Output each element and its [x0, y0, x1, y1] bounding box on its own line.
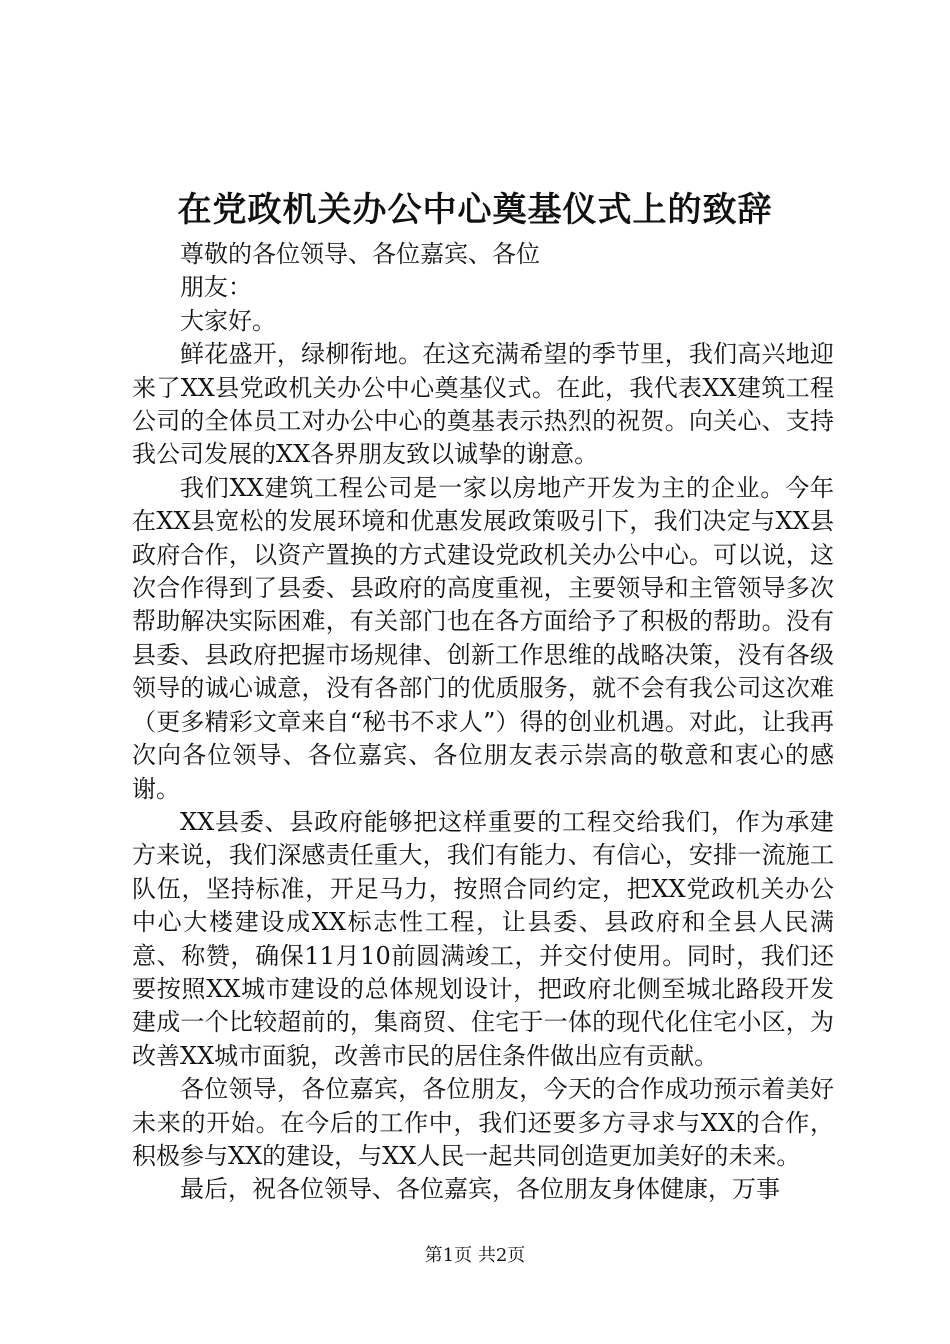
- paragraph-4: 各位领导，各位嘉宾，各位朋友，今天的合作成功预示着美好未来的开始。在今后的工作中，我们还要多方寻求与XX的合作，积极参与XX的建设，与XX人民一起共同创造更加美好的未来。: [132, 1075, 834, 1170]
- paragraph-1: 鲜花盛开，绿柳衔地。在这充满希望的季节里，我们高兴地迎来了XX县党政机关办公中心奠基仪式。在此，我代表XX建筑工程公司的全体员工对办公中心的奠基表示热烈的祝贺。向关心、支持我公司发展的XX各界朋友致以诚挚的谢意。: [132, 340, 834, 469]
- paragraph-5: 最后，祝各位领导、各位嘉宾，各位朋友身体健康，万事: [180, 1175, 780, 1204]
- document-title: 在党政机关办公中心奠基仪式上的致辞: [177, 190, 773, 230]
- greeting: 大家好。: [180, 306, 276, 335]
- document-body: [132, 238, 834, 1207]
- paragraph-3: XX县委、县政府能够把这样重要的工程交给我们，作为承建方来说，我们深感责任重大，我们有能力、有信心，安排一流施工队伍，坚持标准，开足马力，按照合同约定，把XX党政机关办公中心大楼建设成XX标志性工程，让县委、县政府和全县人民满意、称赞，确保11月10前圆满竣工，并交付使用。同时，我们还要按照XX城市建设的总体规划设计，把政府北侧至城北路段开发建成一个比较超前的，集商贸、住宅于一体的现代化住宅小区，为改善XX城市面貌，改善市民的居住条件做出应有贡献。: [132, 807, 834, 1070]
- salutation-line-1: 尊敬的各位领导、各位嘉宾、各位: [180, 240, 540, 268]
- page-indicator: 第1页 共2页: [424, 1245, 526, 1266]
- salutation-line-2: 朋友：: [180, 273, 252, 302]
- paragraph-2: 我们XX建筑工程公司是一家以房地产开发为主的企业。今年在XX县宽松的发展环境和优惠发展政策吸引下，我们决定与XX县政府合作，以资产置换的方式建设党政机关办公中心。可以说，这次合作得到了县委、县政府的高度重视，主要领导和主管领导多次帮助解决实际困难，有关部门也在各方面给予了积极的帮助。没有县委、县政府把握市场规律、创新工作思维的战略决策，没有各级领导的诚心诚意，没有各部门的优质服务，就不会有我公司这次难（更多精彩文章来自“秘书不求人”）得的创业机遇。对此，让我再次向各位领导、各位嘉宾、各位朋友表示崇高的敬意和衷心的感谢。: [132, 473, 834, 803]
